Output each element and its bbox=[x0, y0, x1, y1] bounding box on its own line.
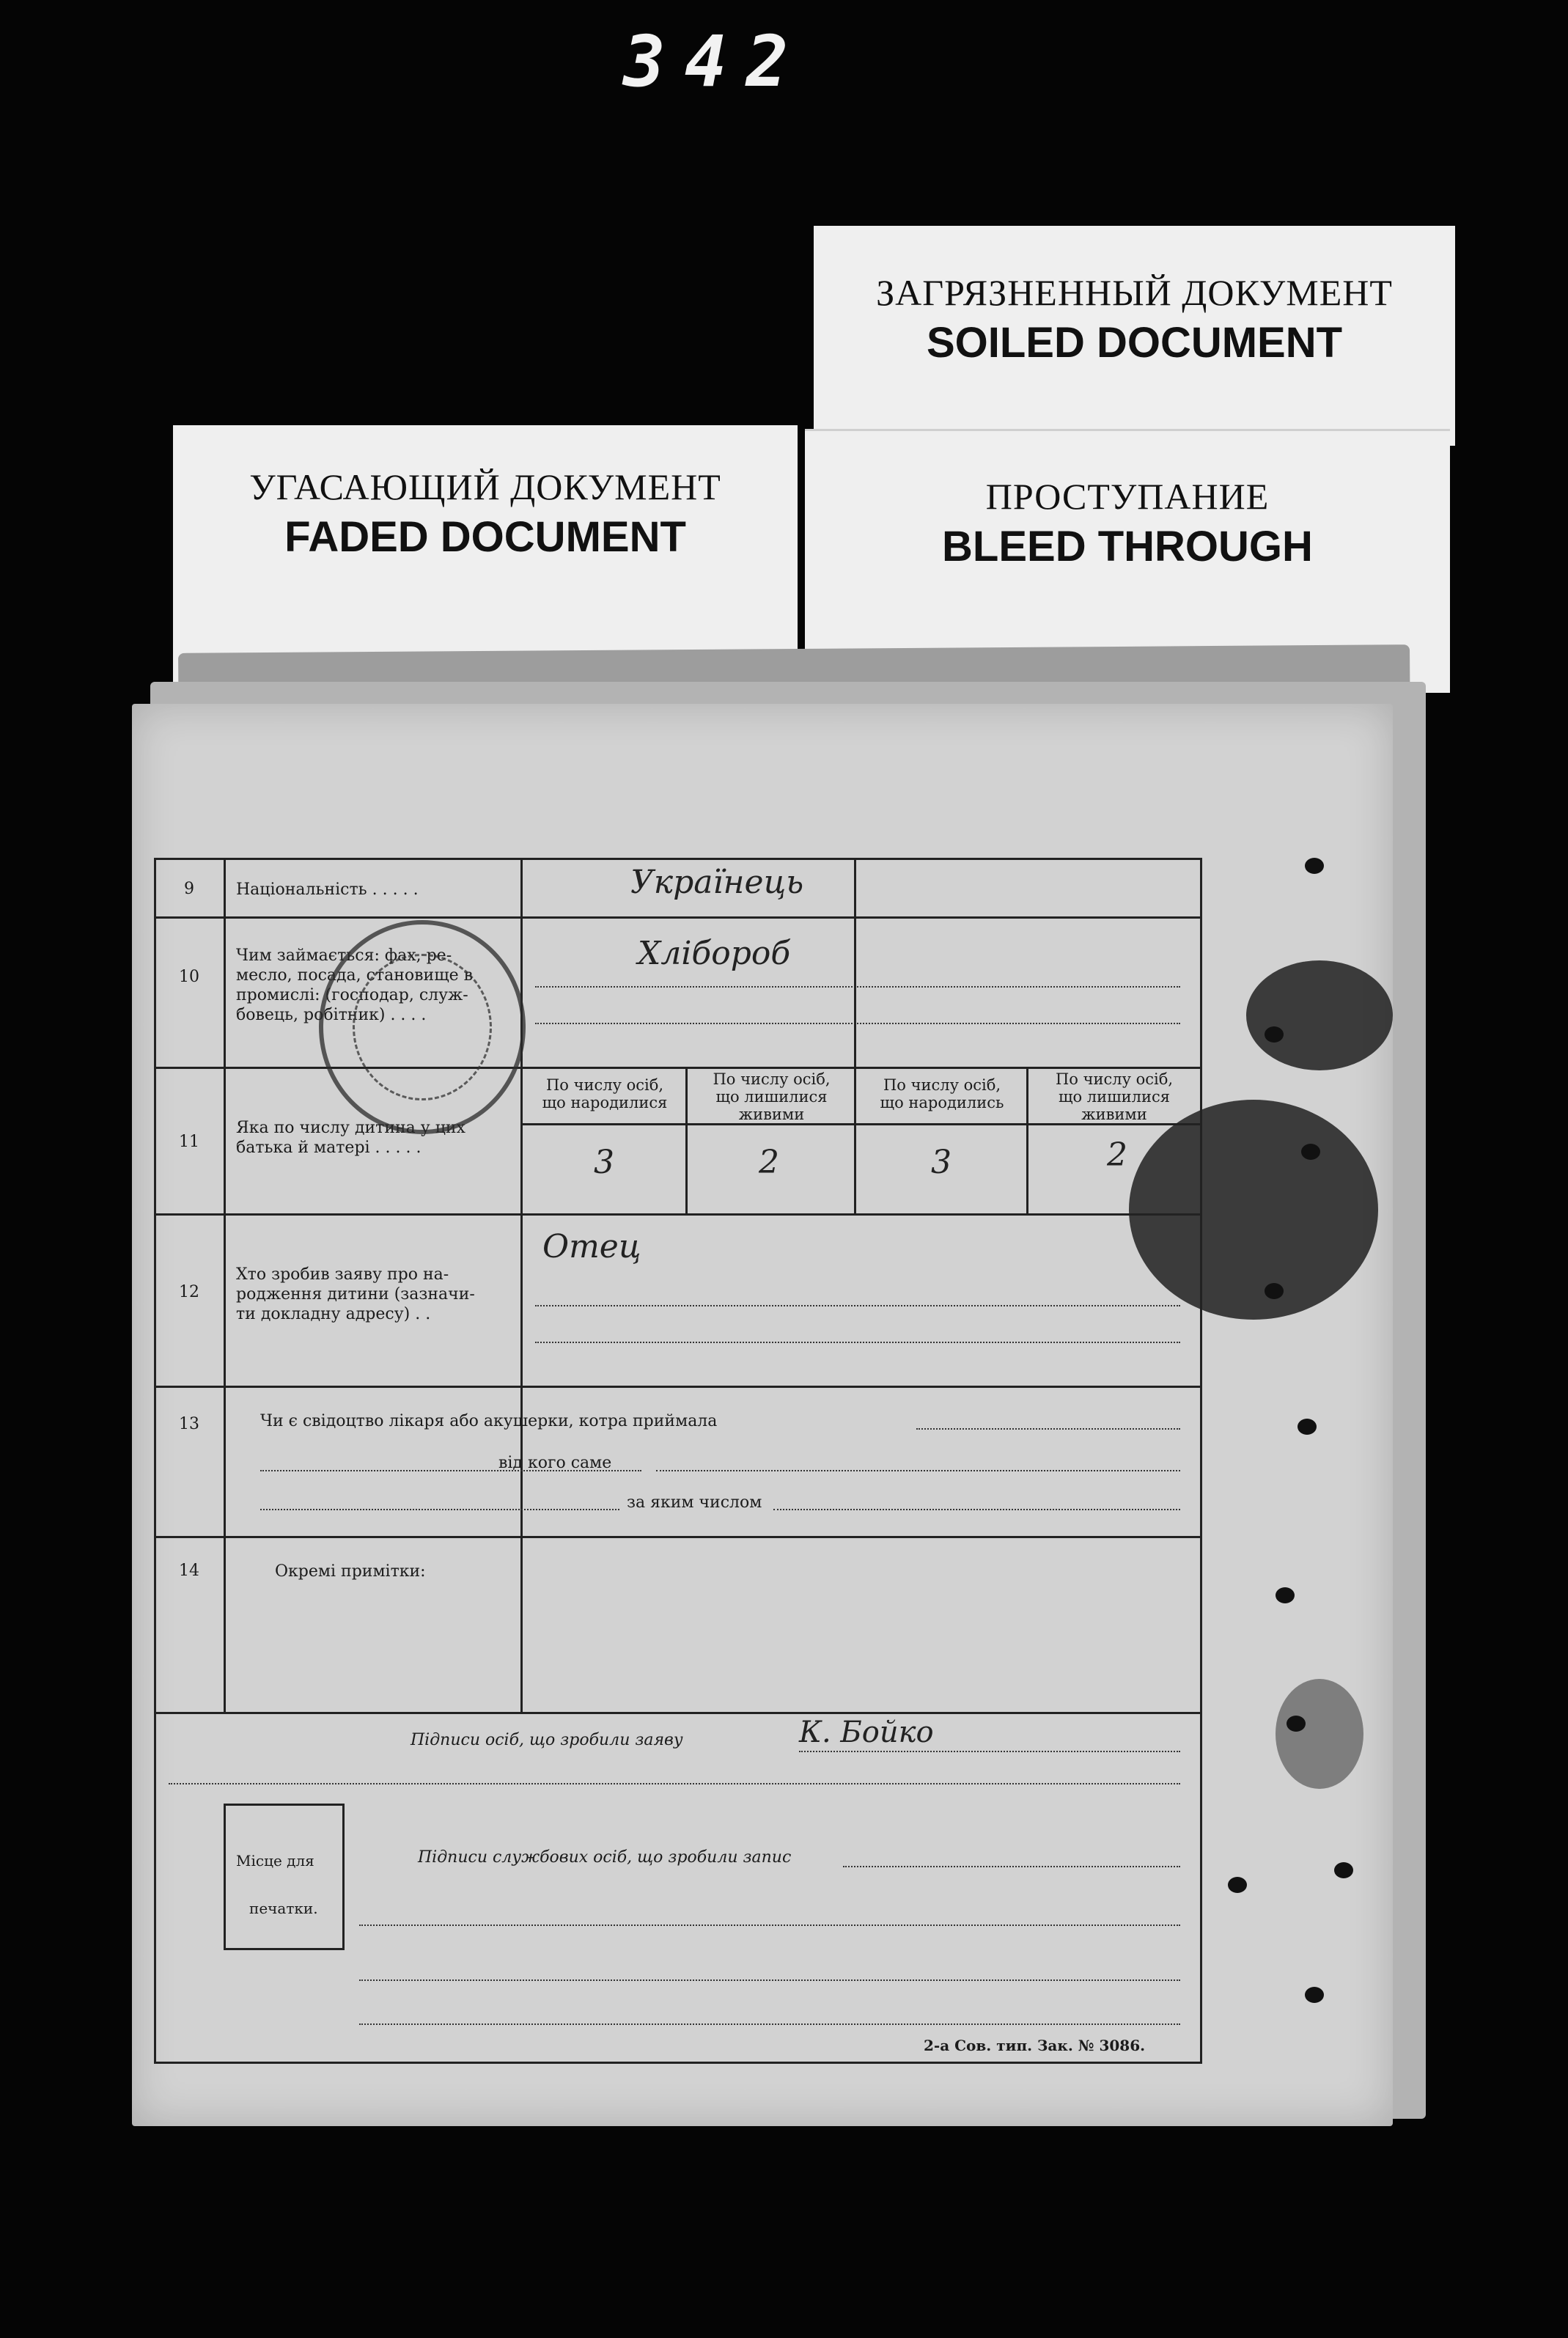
fill-line bbox=[656, 1470, 1180, 1471]
fill-line bbox=[359, 1925, 1180, 1926]
frame-number: 342 bbox=[623, 21, 808, 103]
label-line: батька й матері . . . . . bbox=[236, 1139, 422, 1157]
label-line: бовець, робітник) . . . . bbox=[236, 1006, 427, 1024]
header-line: По числу осіб, bbox=[713, 1070, 831, 1088]
form-divider bbox=[154, 1536, 1202, 1538]
column-header bbox=[524, 1076, 685, 1111]
binding-hole bbox=[1334, 1862, 1353, 1878]
stamp-place-box bbox=[224, 1804, 345, 1950]
header-line: По числу осіб, bbox=[545, 1076, 664, 1094]
header-line: що народилися bbox=[542, 1094, 668, 1111]
binding-hole bbox=[1298, 1419, 1317, 1435]
child-order-value: 3 bbox=[931, 1144, 952, 1181]
row-number: 9 bbox=[184, 880, 194, 898]
binding-hole bbox=[1276, 1587, 1295, 1603]
row-number: 13 bbox=[179, 1415, 199, 1433]
form-divider bbox=[154, 1712, 1202, 1714]
ink-stain bbox=[1276, 1679, 1363, 1789]
header-line: живими bbox=[1081, 1106, 1147, 1123]
bleed-label-en: BLEED THROUGH bbox=[942, 523, 1313, 570]
header-line: що народились bbox=[880, 1094, 1004, 1111]
certificate-question: Чи є свідоцтво лікаря або акушерки, котра приймала bbox=[260, 1412, 718, 1430]
fill-line bbox=[535, 986, 1180, 988]
fill-line bbox=[843, 1866, 1180, 1867]
fill-line bbox=[535, 1342, 1180, 1343]
soiled-label-ru: ЗАГРЯЗНЕННЫЙ ДОКУМЕНТ bbox=[876, 272, 1393, 313]
child-order-value: 3 bbox=[594, 1144, 614, 1181]
row-number: 10 bbox=[179, 968, 199, 986]
nationality-value: Українець bbox=[630, 864, 804, 901]
declarant-value: Отец bbox=[542, 1228, 641, 1265]
label-line: родження дитини (зазначи- bbox=[236, 1285, 475, 1304]
applicant-signature: К. Бойко bbox=[799, 1716, 934, 1749]
occupation-value: Хлібороб bbox=[638, 935, 791, 972]
form-divider bbox=[154, 1213, 1202, 1216]
form-divider bbox=[854, 916, 856, 1067]
column-header bbox=[689, 1070, 854, 1123]
fill-line bbox=[773, 1509, 1180, 1510]
soiled-document-label bbox=[814, 226, 1455, 446]
label-line: Хто зробив заяву про на- bbox=[236, 1265, 449, 1284]
form-divider bbox=[154, 1386, 1202, 1388]
officials-signature-label: Підписи службових осіб, що зробили запис bbox=[418, 1848, 792, 1867]
binding-hole bbox=[1287, 1716, 1306, 1732]
form-divider bbox=[854, 858, 856, 916]
binding-hole bbox=[1265, 1026, 1284, 1043]
from-whom-label: від кого саме bbox=[498, 1454, 612, 1472]
form-divider bbox=[854, 1067, 856, 1213]
fill-line bbox=[359, 1979, 1180, 1981]
header-line: По числу осіб, bbox=[883, 1076, 1001, 1094]
binding-hole bbox=[1301, 1144, 1320, 1160]
row-number: 14 bbox=[179, 1562, 199, 1580]
row-number: 11 bbox=[179, 1133, 199, 1151]
child-order-value: 2 bbox=[759, 1144, 779, 1181]
notes-label: Окремі примітки: bbox=[275, 1562, 426, 1581]
form-divider bbox=[154, 1067, 1202, 1069]
form-divider bbox=[154, 916, 1202, 919]
date-label: за яким числом bbox=[627, 1493, 762, 1512]
nationality-label: Національність . . . . . bbox=[236, 881, 419, 899]
applicants-signature-label: Підписи осіб, що зробили заяву bbox=[411, 1731, 683, 1749]
form-divider bbox=[224, 858, 226, 1712]
header-line: що лишилися bbox=[715, 1088, 828, 1106]
child-order-value: 2 bbox=[1107, 1136, 1127, 1174]
fill-line bbox=[359, 2023, 1180, 2025]
bleed-label-ru: ПРОСТУПАНИЕ bbox=[985, 476, 1270, 517]
official-seal bbox=[319, 920, 526, 1134]
form-divider bbox=[685, 1067, 688, 1213]
form-divider bbox=[520, 858, 523, 1712]
label-line: месло, посада, становище в bbox=[236, 966, 474, 985]
soiled-label-en: SOILED DOCUMENT bbox=[926, 319, 1343, 367]
binding-hole bbox=[1228, 1877, 1247, 1893]
binding-hole bbox=[1305, 1987, 1324, 2003]
binding-hole bbox=[1305, 858, 1324, 874]
fill-line bbox=[169, 1783, 1180, 1784]
column-header bbox=[1030, 1070, 1199, 1123]
declarant-label bbox=[236, 1265, 475, 1324]
header-line: По числу осіб, bbox=[1055, 1070, 1174, 1088]
fill-line bbox=[535, 1023, 1180, 1024]
column-header bbox=[858, 1076, 1026, 1111]
fill-line bbox=[535, 1305, 1180, 1306]
printer-mark: 2-а Сов. тип. Зак. № 3086. bbox=[924, 2037, 1146, 2054]
ink-stain bbox=[1246, 960, 1393, 1070]
label-line: Чим займається: фах, ре- bbox=[236, 946, 452, 965]
label-line: промислі: (господар, служ- bbox=[236, 986, 468, 1004]
row-number: 12 bbox=[179, 1283, 199, 1301]
form-divider bbox=[520, 1123, 1202, 1125]
fill-line bbox=[260, 1509, 619, 1510]
binding-hole bbox=[1265, 1283, 1284, 1299]
form-divider bbox=[1026, 1067, 1028, 1213]
stamp-place-label: печатки. bbox=[249, 1900, 318, 1917]
fill-line bbox=[799, 1751, 1180, 1752]
fill-line bbox=[916, 1428, 1180, 1430]
header-line: живими bbox=[738, 1106, 805, 1123]
birth-record-form bbox=[154, 858, 1202, 2064]
stamp-place-label: Місце для bbox=[236, 1852, 314, 1870]
faded-label-en: FADED DOCUMENT bbox=[284, 513, 686, 561]
header-line: що лишилися bbox=[1058, 1088, 1171, 1106]
faded-label-ru: УГАСАЮЩИЙ ДОКУМЕНТ bbox=[249, 466, 721, 507]
label-line: Яка по числу дитина у цих bbox=[236, 1119, 465, 1137]
label-line: ти докладну адресу) . . bbox=[236, 1305, 431, 1323]
